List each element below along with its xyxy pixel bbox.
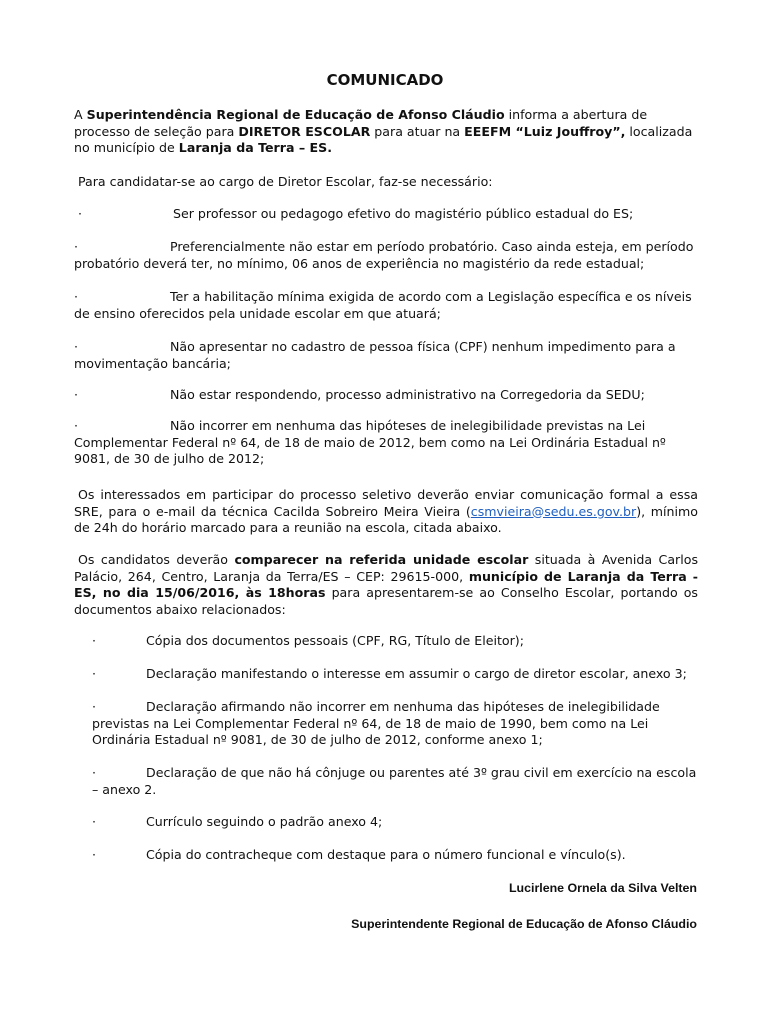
- bullet-icon: ·: [74, 339, 79, 354]
- interested-text-2: ), mínimo de 24h do horário marcado para a reunião na escola, citada abaixo.: [74, 503, 698, 535]
- document-item: [92, 666, 698, 683]
- requirements-intro: Para candidatar-se ao cargo de Diretor Escolar, faz-se necessário:: [78, 174, 493, 189]
- intro-bold-2: DIRETOR ESCOLAR: [238, 123, 371, 139]
- requirement-item: [74, 387, 698, 404]
- document-text: Declaração manifestando o interesse em assumir o cargo de diretor escolar, anexo 3;: [146, 666, 687, 681]
- intro-text-2: informa a abertura de processo de seleção para: [74, 107, 648, 139]
- signature-name: Lucirlene Ornela da Silva Velten: [508, 881, 697, 895]
- requirement-text: Não incorrer em nenhuma das hipóteses de inelegibilidade previstas na Lei Complementar Federal nº 64, de 18 de maio de 2012, bem como na Lei Ordinária Estadual nº 9081, de 30 de julho de 2012;: [74, 418, 666, 466]
- document-item: [92, 765, 698, 798]
- requirement-item: [74, 206, 698, 223]
- requirement-item: [74, 289, 698, 322]
- requirement-text: Não estar respondendo, processo administrativo na Corregedoria da SEDU;: [170, 387, 645, 402]
- requirement-item: [74, 418, 698, 468]
- candidates-text-1: Os candidatos deverão: [78, 552, 235, 567]
- document-text: Currículo seguindo o padrão anexo 4;: [146, 814, 383, 829]
- bullet-icon: ·: [92, 847, 97, 862]
- candidates-bold-1: comparecer na referida unidade escolar: [234, 552, 529, 567]
- document-text: Declaração afirmando não incorrer em nenhuma das hipóteses de inelegibilidade previstas na Lei Complementar Federal nº 64, de 18 de maio de 1990, bem como na Lei Ordinária Estadual nº 9081, de 30 de julho de 2012, conforme anexo 1;: [92, 699, 660, 747]
- intro-text-3: para atuar na: [370, 123, 465, 139]
- interested-paragraph: [74, 487, 698, 537]
- candidates-text-2: situada à Avenida Carlos Palácio, 264, Centro, Laranja da Terra/ES – CEP: 29615-000,: [74, 552, 698, 584]
- document-text: Cópia do contracheque com destaque para o número funcional e vínculo(s).: [146, 847, 626, 862]
- candidates-bold-2: município de Laranja da Terra - ES, no dia 15/06/2016, às 18horas: [74, 568, 699, 600]
- intro-text-4: localizada no município de: [74, 123, 693, 155]
- bullet-icon: ·: [92, 765, 97, 780]
- document-item: [92, 814, 698, 831]
- signature-role: Superintendente Regional de Educação de Afonso Cláudio: [351, 917, 697, 931]
- page-title: COMUNICADO: [326, 71, 444, 89]
- document-item: [92, 847, 698, 864]
- bullet-icon: ·: [92, 699, 97, 714]
- requirement-text: Preferencialmente não estar em período probatório. Caso ainda esteja, em período probatório deverá ter, no mínimo, 06 anos de experiência no magistério da rede estadual;: [74, 239, 694, 271]
- requirement-item: [74, 239, 698, 272]
- requirement-text: Ser professor ou pedagogo efetivo do magistério público estadual do ES;: [173, 206, 634, 221]
- document-item: [92, 699, 698, 749]
- intro-bold-3: EEEFM “Luiz Jouffroy”,: [464, 123, 626, 139]
- bullet-icon: ·: [74, 387, 79, 402]
- bullet-icon: ·: [74, 418, 79, 433]
- intro-paragraph: [74, 107, 698, 157]
- bullet-icon: ·: [92, 633, 97, 648]
- document-text: Declaração de que não há cônjuge ou parentes até 3º grau civil em exercício na escola – anexo 2.: [92, 765, 697, 797]
- bullet-icon: ·: [92, 666, 97, 681]
- bullet-icon: ·: [92, 814, 97, 829]
- interested-text-1: Os interessados em participar do processo seletivo deverão enviar comunicação formal a essa SRE, para o e-mail da técnica Cacilda Sobreiro Meira Vieira (: [74, 487, 698, 519]
- intro-bold-4: Laranja da Terra – ES.: [178, 140, 332, 155]
- email-link[interactable]: csmvieira@sedu.es.gov.br: [470, 503, 637, 519]
- intro-bold-1: Superintendência Regional de Educação de Afonso Cláudio: [86, 107, 505, 122]
- requirement-item: [74, 339, 698, 372]
- requirement-text: Não apresentar no cadastro de pessoa física (CPF) nenhum impedimento para a movimentação bancária;: [74, 339, 676, 371]
- intro-text-1: A: [74, 107, 87, 122]
- requirement-text: Ter a habilitação mínima exigida de acordo com a Legislação específica e os níveis de ensino oferecidos pela unidade escolar em que atuará;: [74, 289, 692, 321]
- bullet-icon: ·: [78, 206, 83, 221]
- bullet-icon: ·: [74, 239, 79, 254]
- candidates-text-3: para apresentarem-se ao Conselho Escolar, portando os documentos abaixo relacionados:: [74, 585, 698, 617]
- bullet-icon: ·: [74, 289, 79, 304]
- candidates-paragraph: [74, 552, 698, 618]
- document-item: [92, 633, 698, 650]
- document-text: Cópia dos documentos pessoais (CPF, RG, Título de Eleitor);: [146, 633, 524, 648]
